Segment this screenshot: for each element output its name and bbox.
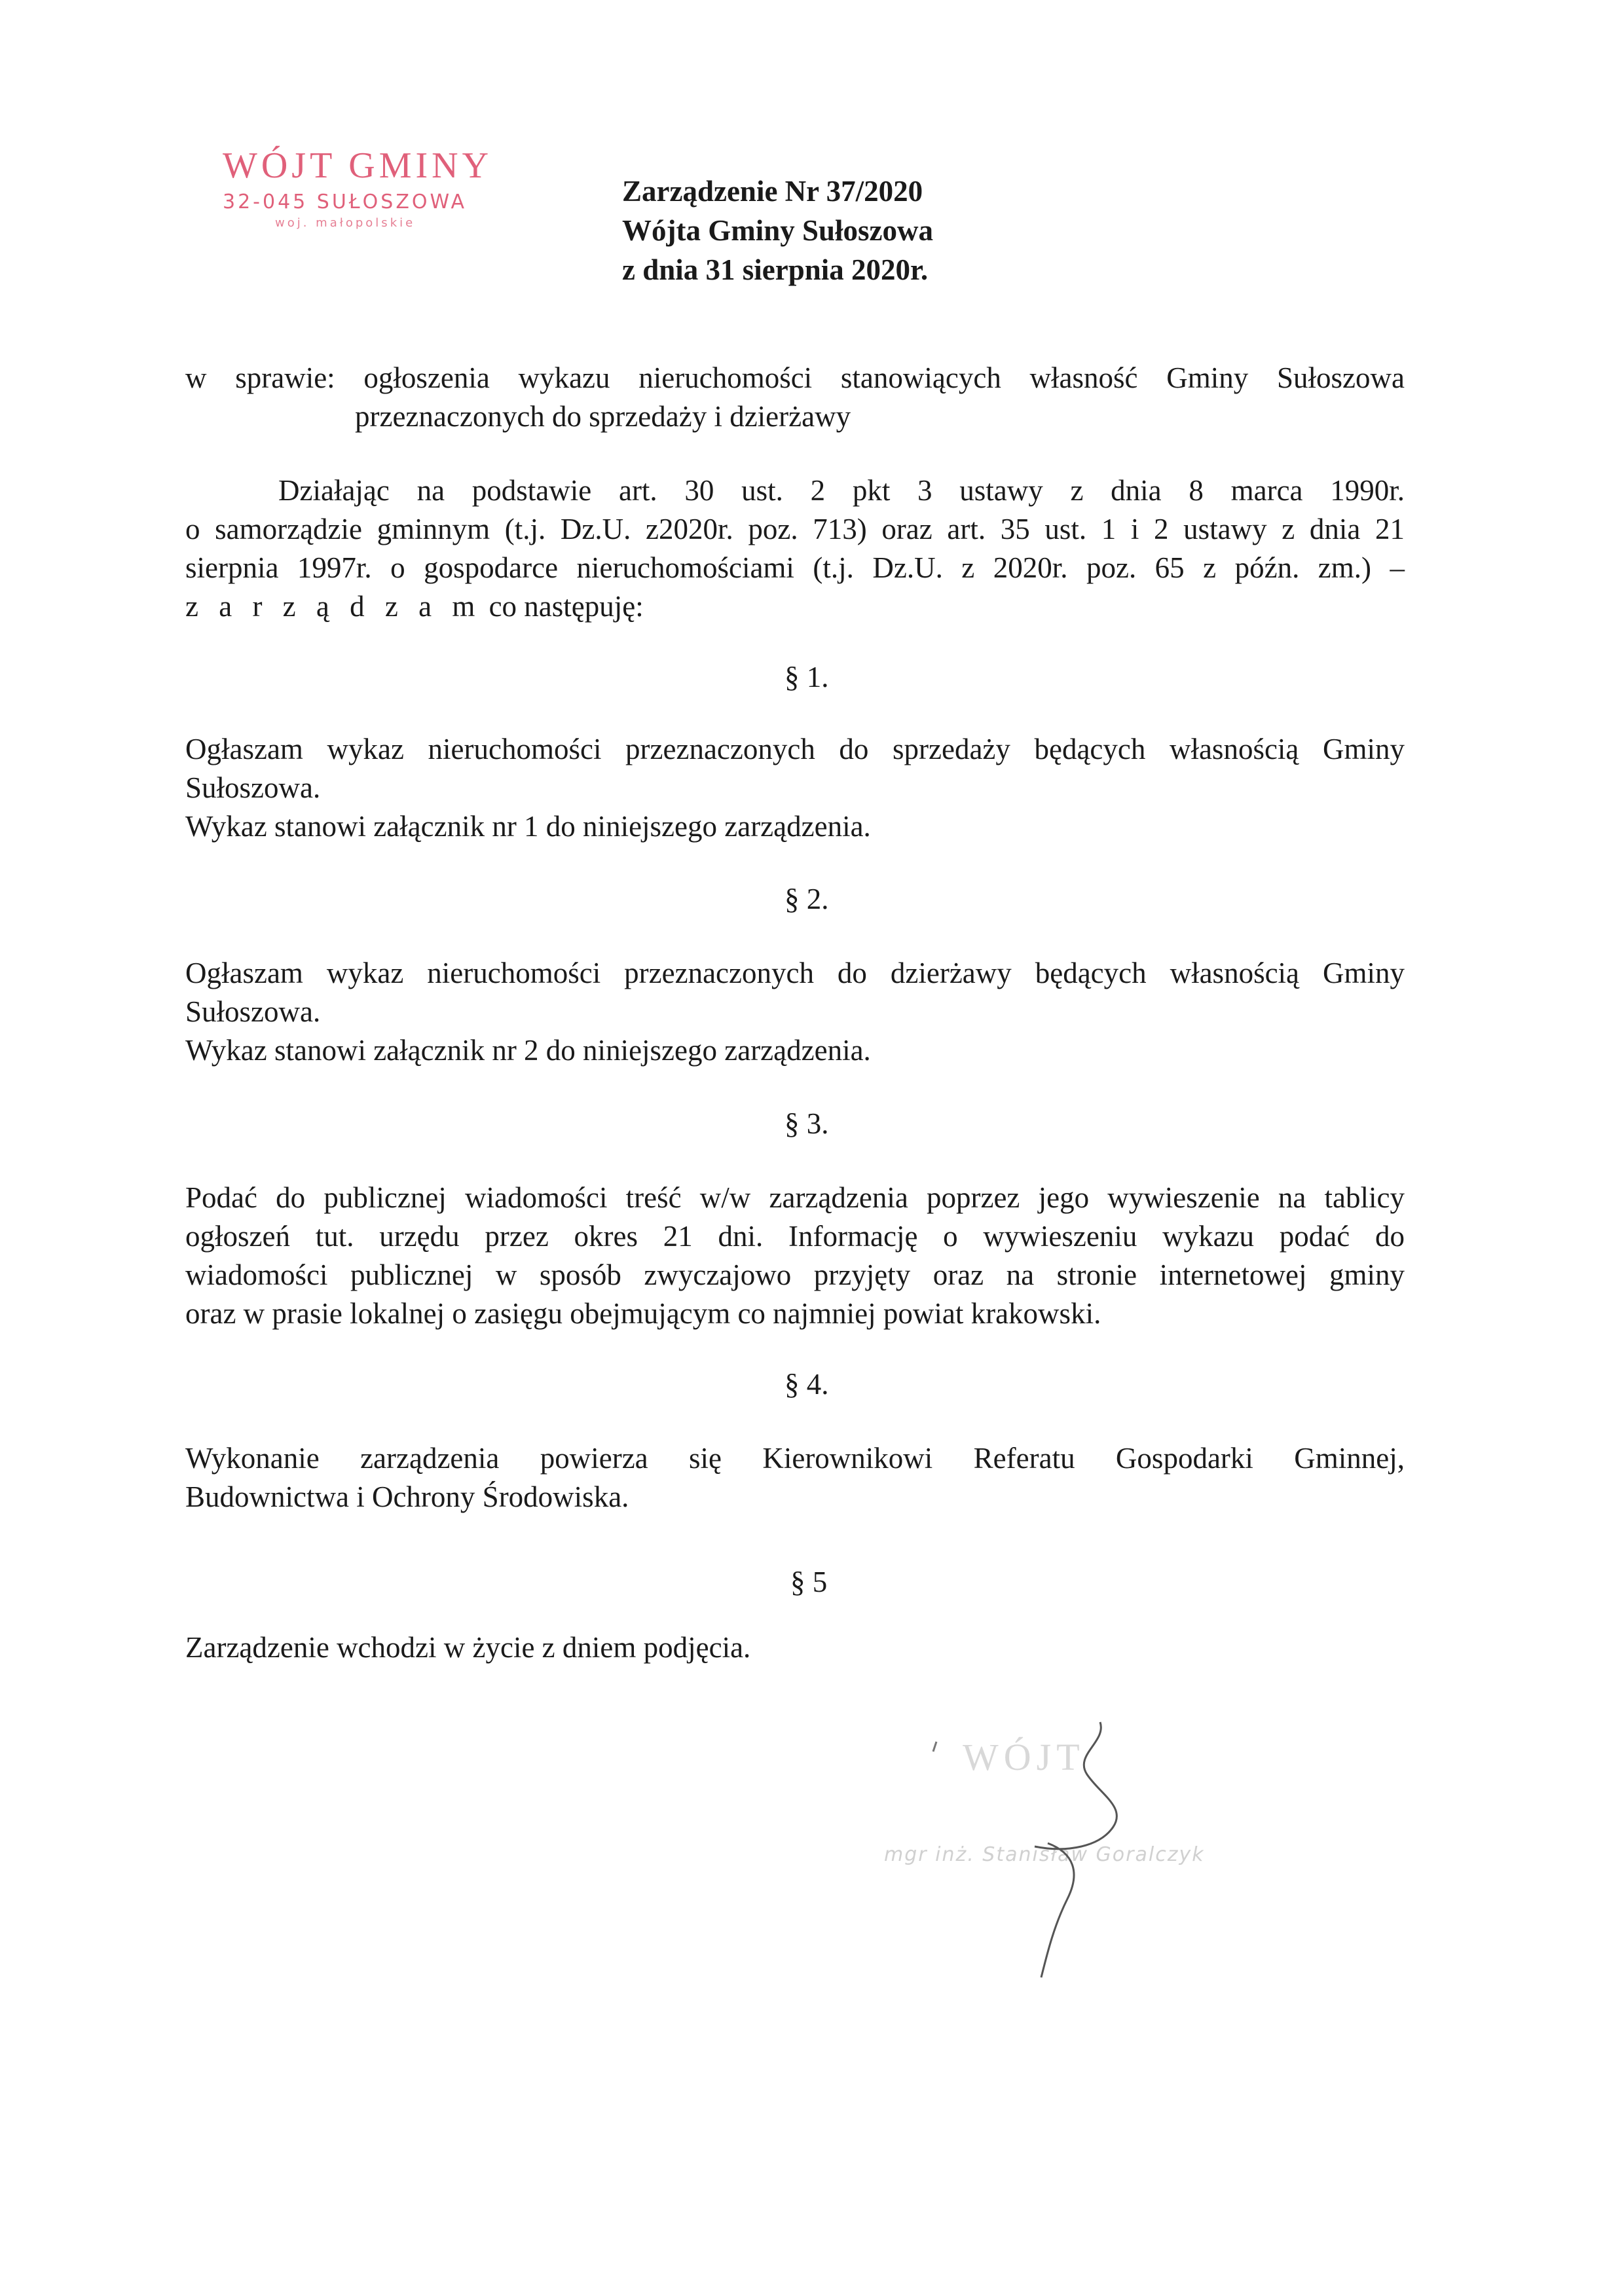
handwritten-signature [851, 1702, 1310, 1997]
section-2-line-1: Ogłaszam wykaz nieruchomości przeznaczonych do dzierżawy będących własnością Gminy [185, 957, 1405, 989]
section-1-line-1: Ogłaszam wykaz nieruchomości przeznaczonych do sprzedaży będących własnością Gminy [185, 733, 1405, 765]
section-3-line-3: wiadomości publicznej w sposób zwyczajowo przyjęty oraz na stronie internetowej gminy [185, 1258, 1405, 1291]
subject-line-1: w sprawie: ogłoszenia wykazu nieruchomości stanowiących własność Gminy Sułoszowa [185, 361, 1405, 394]
decree-rest: co następuję: [481, 590, 644, 623]
preamble [185, 471, 1405, 626]
section-1-body [185, 730, 1405, 846]
title-line-2: Wójta Gminy Sułoszowa [622, 214, 934, 247]
section-3-line-1: Podać do publicznej wiadomości treść w/w zarządzenia poprzez jego wywieszenie na tablicy [185, 1181, 1405, 1214]
section-2-line-2: Sułoszowa. [185, 995, 321, 1028]
subject-line-1-wrap [185, 359, 1405, 397]
section-4-body [185, 1439, 1405, 1516]
section-1-line-2: Sułoszowa. [185, 771, 321, 804]
section-4-mark: § 4. [784, 1368, 829, 1401]
title-line-3: z dnia 31 sierpnia 2020r. [622, 253, 929, 286]
section-4-line-2: Budownictwa i Ochrony Środowiska. [185, 1480, 629, 1513]
section-3-body [185, 1179, 1405, 1333]
section-4-line-1: Wykonanie zarządzenia powierza się Kierownikowi Referatu Gospodarki Gminnej, [185, 1442, 1405, 1475]
preamble-line-4 [185, 587, 1405, 626]
subject-line-2: przeznaczonych do sprzedaży i dzierżawy [355, 400, 851, 433]
title-line-1: Zarządzenie Nr 37/2020 [622, 175, 923, 208]
signature-block [851, 1702, 1310, 1997]
section-5-mark: § 5 [790, 1566, 828, 1598]
section-3-line-4: oraz w prasie lokalnej o zasięgu obejmującym co najmniej powiat krakowski. [185, 1297, 1101, 1330]
section-2-body [185, 954, 1405, 1070]
section-3-mark: § 3. [784, 1107, 829, 1140]
preamble-line-3: sierpnia 1997r. o gospodarce nieruchomościami (t.j. Dz.U. z 2020r. poz. 65 z późn. zm.) – [185, 551, 1405, 584]
signature-stamp-title: WÓJT [963, 1736, 1085, 1778]
stamp-line-2: 32-045 SUŁOSZOWA [223, 191, 468, 213]
section-1-line-3: Wykaz stanowi załącznik nr 1 do niniejszego zarządzenia. [185, 810, 871, 843]
preamble-line-2: o samorządzie gminnym (t.j. Dz.U. z2020r. poz. 713) oraz art. 35 ust. 1 i 2 ustawy z dnia 21 [185, 513, 1405, 545]
section-2-line-3: Wykaz stanowi załącznik nr 2 do niniejszego zarządzenia. [185, 1034, 871, 1067]
signature-stamp-name: mgr inż. Stanisław Goralczyk [884, 1843, 1205, 1866]
preamble-line-1: Działając na podstawie art. 30 ust. 2 pkt 3 ustawy z dnia 8 marca 1990r. [278, 474, 1405, 507]
office-stamp [223, 147, 524, 230]
section-2-mark: § 2. [784, 883, 829, 915]
section-1-mark: § 1. [784, 661, 829, 693]
stamp-line-3: woj. małopolskie [275, 216, 416, 230]
section-5-body [185, 1628, 1405, 1667]
decree-word: z a r z ą d z a m [185, 590, 482, 623]
section-3-line-2: ogłoszeń tut. urzędu przez okres 21 dni. Informację o wywieszeniu wykazu podać do [185, 1220, 1405, 1253]
section-5-line-1: Zarządzenie wchodzi w życie z dniem podjęcia. [185, 1631, 751, 1664]
stamp-line-1: WÓJT GMINY [223, 145, 493, 186]
document-title [622, 172, 933, 289]
